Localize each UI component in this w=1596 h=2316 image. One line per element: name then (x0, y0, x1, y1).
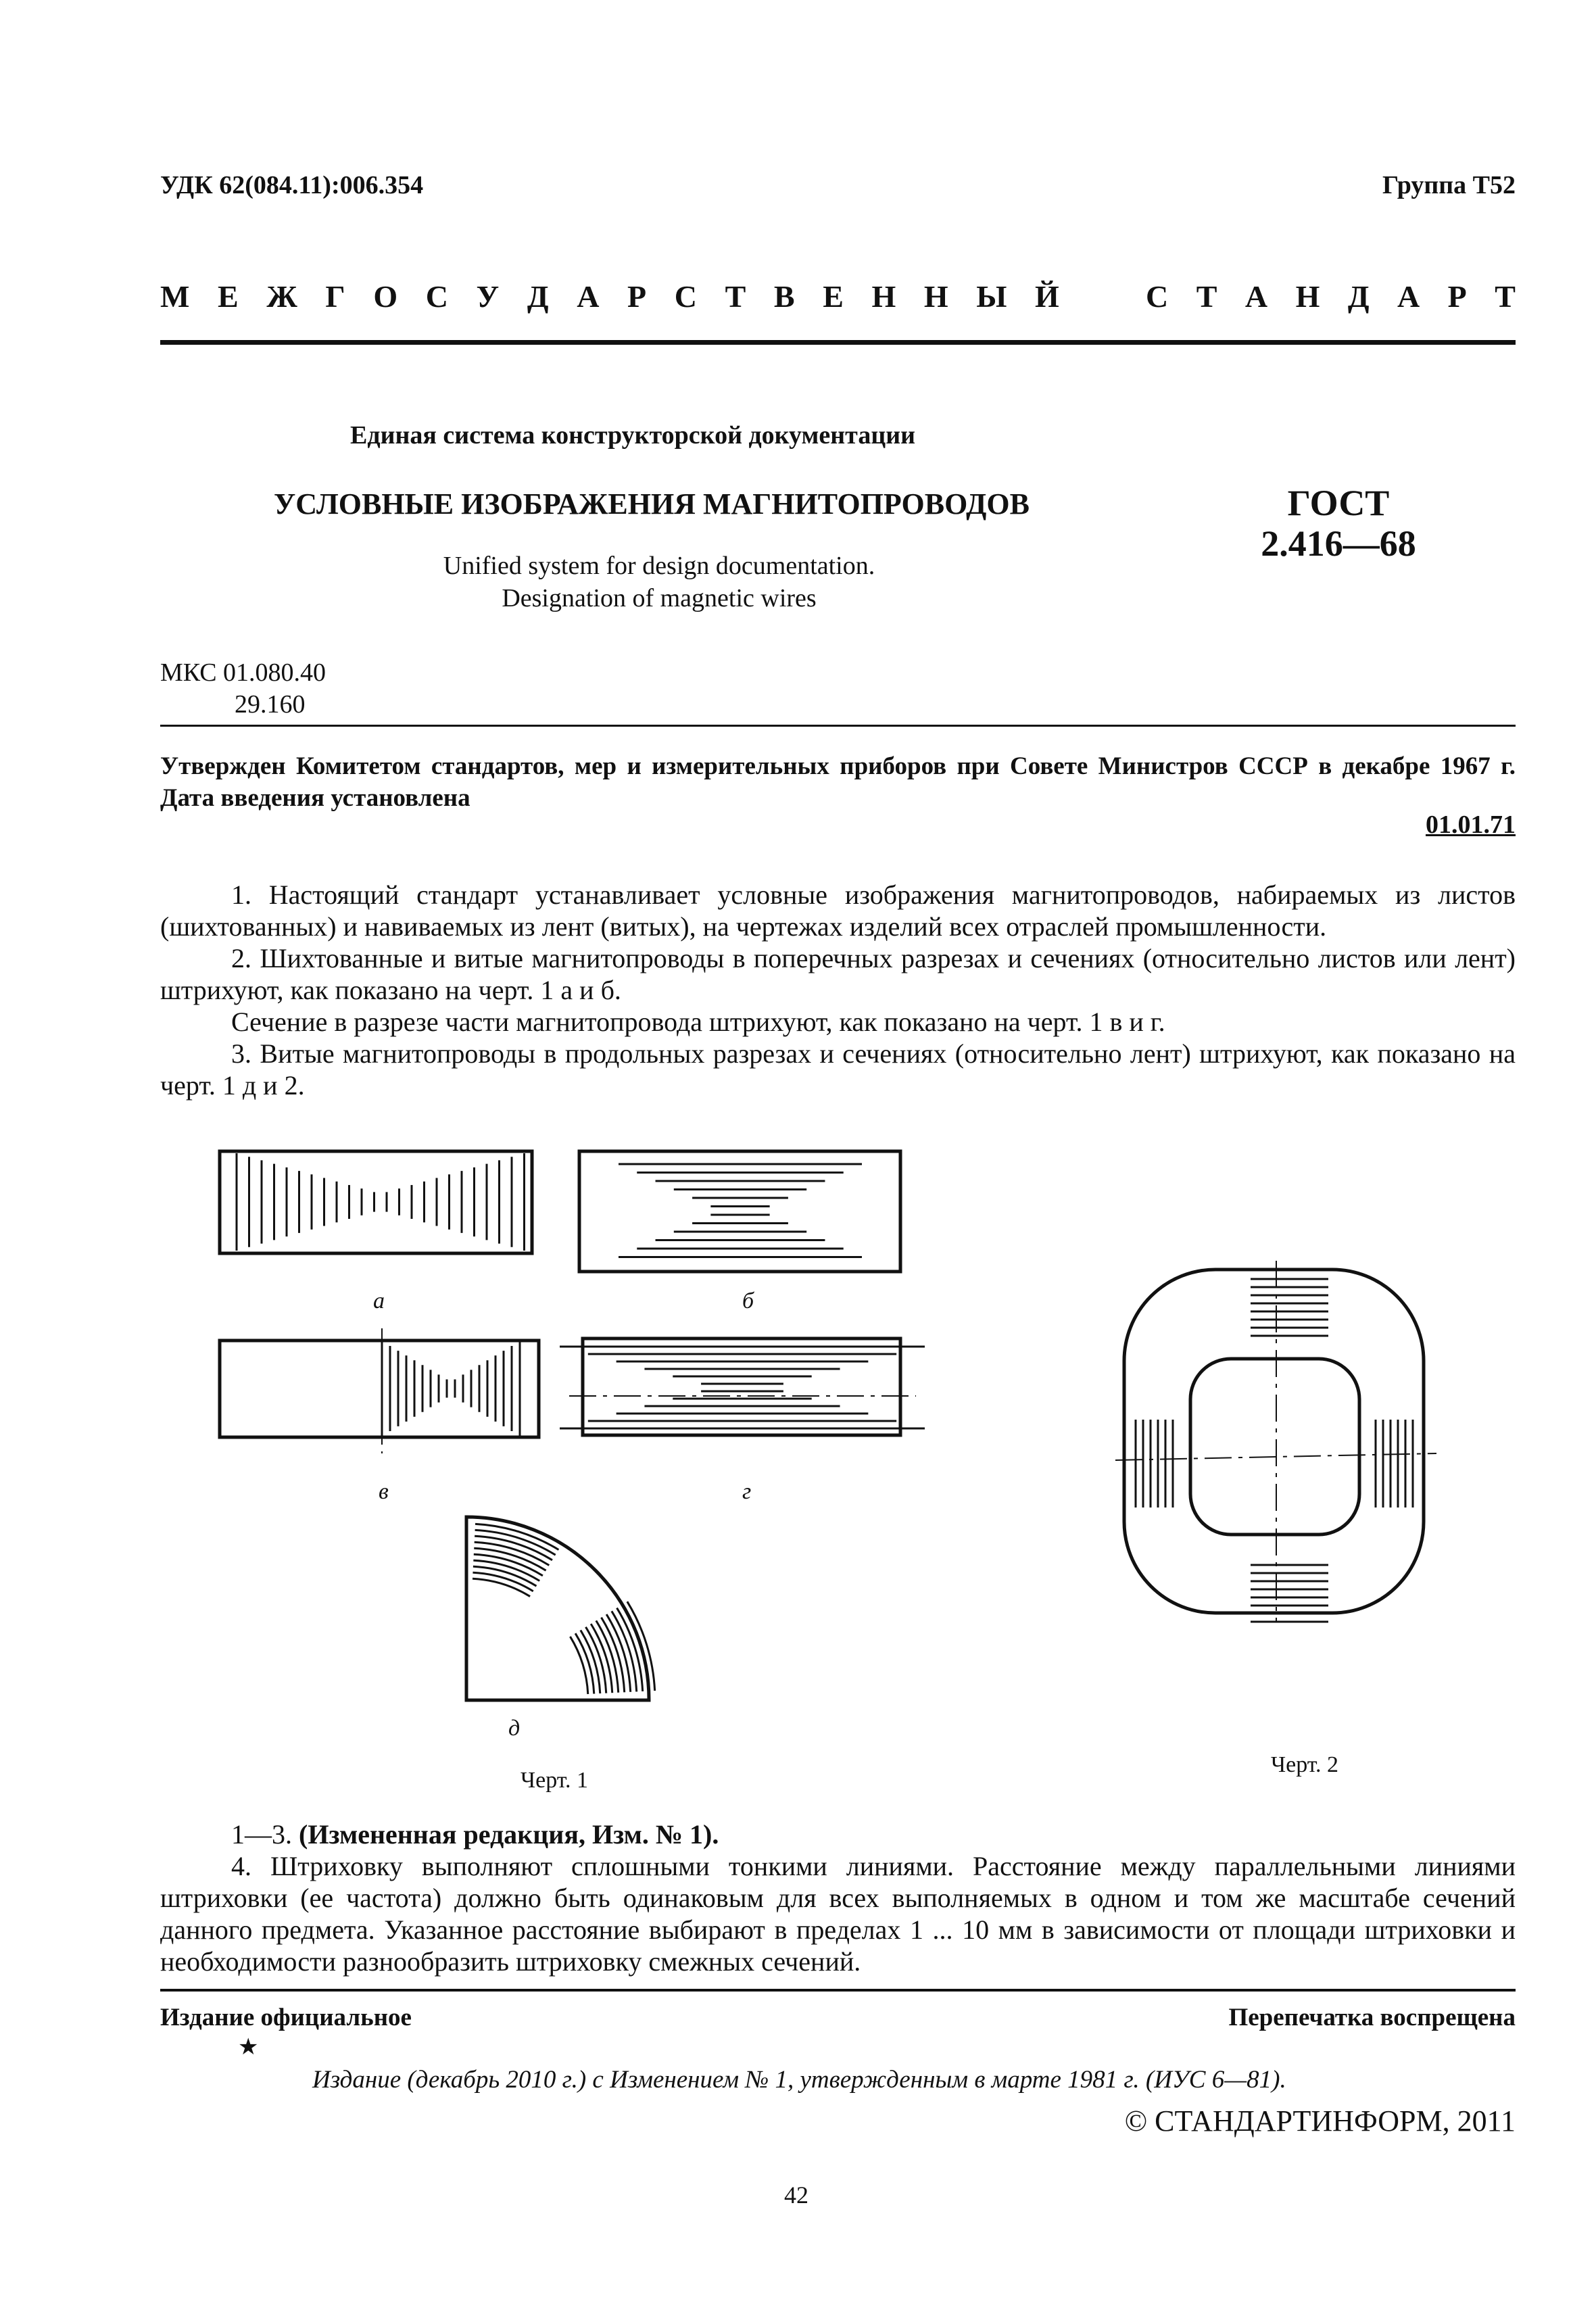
edition-note: Издание (декабрь 2010 г.) с Изменением № 1, утвержденным в марте 1981 г. (ИУС 6—81). (312, 2066, 1286, 2094)
reprint-prohibited: Перепечатка воспрещена (1228, 2004, 1516, 2031)
paragraphs-change-4 (160, 1818, 1516, 1977)
hatch-arc (473, 1578, 530, 1596)
heading-letter: А (1244, 279, 1268, 314)
figure-a-label: а (373, 1288, 385, 1313)
figure-2-caption: Черт. 2 (1271, 1752, 1339, 1777)
figure-v-label: в (379, 1479, 389, 1504)
udk-code: УДК 62(084.11):006.354 (160, 171, 424, 199)
heading-letter: А (577, 279, 600, 314)
hatch-arc (570, 1637, 587, 1694)
figure-g-label: г (742, 1479, 752, 1504)
heading-letter: А (1397, 279, 1420, 314)
paragraph-4: 4. Штриховку выполняют сплошными тонкими линиями. Расстояние между параллельными линиями штриховки (ее частота) должно быть одинаковым для всех выполняемых в одном и том же масштабе сечений данного предмета. Указанное расстояние выбирают в пределах 1 ... 10 мм в зависимости от площади штриховки и необходимости разнообразить штриховку смежных сечений. (160, 1851, 1516, 1977)
mks-code-2: 29.160 (235, 690, 306, 719)
heading-letter: Д (1347, 279, 1370, 314)
document-title: УСЛОВНЫЕ ИЗОБРАЖЕНИЯ МАГНИТОПРОВОДОВ (274, 487, 1030, 521)
paragraph-2: 2. Шихтованные и витые магнитопроводы в поперечных разрезах и сечениях (относительно листов или лент) штрихуют, как показано на черт. 1 а и б. (160, 943, 1516, 1005)
figure-b-label: б (742, 1288, 754, 1313)
figure-2-outer (1124, 1270, 1424, 1613)
hatch-arc (473, 1572, 533, 1591)
group-code: Группа Т52 (1382, 171, 1516, 199)
heading-letter: Н (1295, 279, 1320, 314)
page-number: 42 (784, 2181, 808, 2209)
gost-number: 2.416—68 (1261, 523, 1416, 564)
english-title-line2: Designation of magnetic wires (502, 584, 817, 612)
change-note-number: 1—3. (231, 1819, 292, 1850)
hatch-arc (575, 1633, 594, 1693)
heading-letter: Р (627, 279, 647, 314)
mks-code-1: МКС 01.080.40 (160, 658, 327, 687)
heading-letter: Ж (266, 279, 297, 314)
figure-b-frame (579, 1151, 900, 1272)
heading-letter: М (160, 279, 190, 314)
paragraph-1: 1. Настоящий стандарт устанавливает условные изображения магнитопроводов, набираемых из листов (шихтованных) и навиваемых из лент (витых), на чертежах изделий всех отраслей промышленности. (160, 879, 1516, 942)
heading-letter: Т (1196, 279, 1217, 314)
heading-letter: Н (923, 279, 948, 314)
heading-letter: Е (218, 279, 239, 314)
paragraph-2b: Сечение в разрезе части магнитопровода штрихуют, как показано на черт. 1 в и г. (231, 1007, 1165, 1037)
paragraph-3: 3. Витые магнитопроводы в продольных разрезах и сечениях (относительно лент) штрихуют, как показано на черт. 1 д и 2. (160, 1038, 1516, 1101)
heading-letter: Ы (976, 279, 1007, 314)
figure-a-frame (220, 1151, 532, 1253)
figure-2-inner (1190, 1359, 1359, 1535)
english-title-line1: Unified system for design documentation. (443, 552, 875, 580)
heading-letter: Т (1495, 279, 1516, 314)
approval-text: Утвержден Комитетом стандартов, мер и измерительных приборов при Совете Министров СССР в декабре 1967 г. Дата введения установлена (160, 752, 1516, 812)
heading-letter: Г (325, 279, 345, 314)
gost-label: ГОСТ (1287, 483, 1390, 523)
figure-d-label: д (508, 1716, 521, 1741)
figure-v-frame (220, 1341, 539, 1437)
heading-letter: У (476, 279, 500, 314)
heading-letter: Р (1447, 279, 1467, 314)
heading-letter: Н (871, 279, 896, 314)
hatch-arc (473, 1566, 537, 1586)
edition-official: Издание официальное (160, 2004, 412, 2031)
heading-letter: Е (823, 279, 844, 314)
heading-letter: С (425, 279, 448, 314)
system-title: Единая система конструкторской документации (350, 421, 915, 450)
copyright: © СТАНДАРТИНФОРМ, 2011 (1124, 2104, 1516, 2138)
change-note-text: (Измененная редакция, Изм. № 1). (299, 1819, 719, 1850)
heading-letter: Т (725, 279, 746, 314)
change-note (160, 1818, 1516, 1850)
star-icon: ★ (238, 2035, 259, 2060)
heading-letter: В (773, 279, 795, 314)
heading-letter: С (1146, 279, 1169, 314)
heading-letter: Д (527, 279, 549, 314)
footer-rule (160, 1989, 1516, 1992)
hatch-arc (581, 1631, 600, 1694)
heading-letter: Й (1035, 279, 1059, 314)
figure-1-caption: Черт. 1 (521, 1768, 589, 1793)
introduction-date: 01.01.71 (1426, 811, 1516, 839)
heading-letter: С (674, 279, 697, 314)
heading-letter: О (373, 279, 398, 314)
